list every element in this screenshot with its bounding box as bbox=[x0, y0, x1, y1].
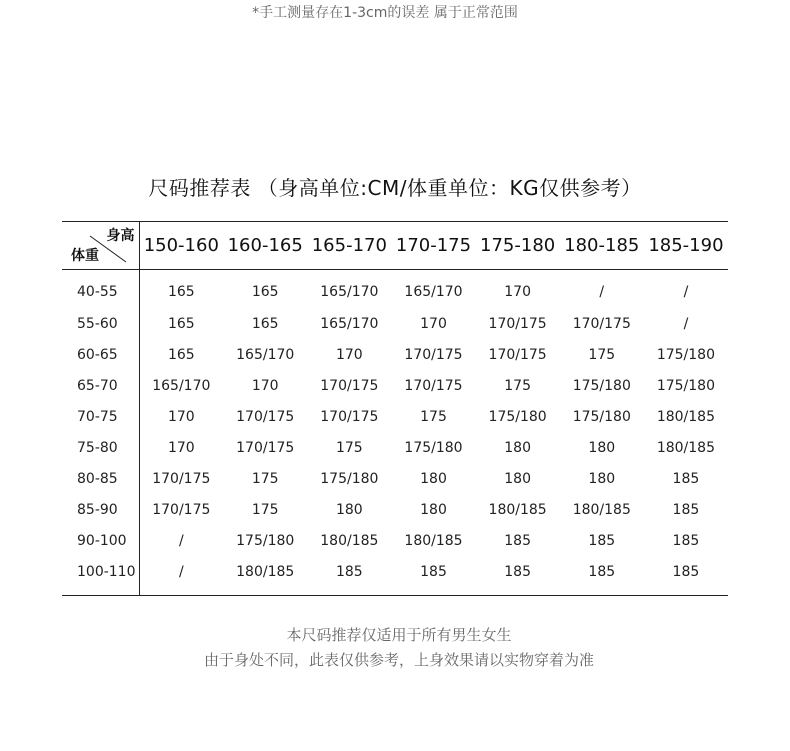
size-cell: / bbox=[683, 284, 689, 300]
size-cell: 185 bbox=[672, 501, 700, 518]
table-row bbox=[62, 494, 728, 525]
weight-range-cell: 100-110 bbox=[62, 556, 139, 596]
size-cell: 180 bbox=[335, 501, 363, 518]
size-cell: 180 bbox=[588, 470, 616, 487]
size-cell: / bbox=[683, 315, 689, 332]
size-cell: 175 bbox=[251, 501, 279, 518]
size-cell: 170 bbox=[335, 346, 363, 363]
size-cell: 180/185 bbox=[656, 408, 715, 425]
size-cell: 165/170 bbox=[152, 377, 211, 394]
size-cell: 185 bbox=[504, 532, 531, 549]
size-cell: 175/180 bbox=[404, 439, 463, 456]
size-cell: / bbox=[599, 284, 605, 300]
size-cell: 185 bbox=[644, 556, 728, 596]
size-cell: 175/180 bbox=[320, 470, 379, 487]
size-cell: 175/180 bbox=[656, 377, 715, 394]
height-column-header: 185-190 bbox=[644, 222, 728, 270]
table-row bbox=[62, 270, 728, 309]
size-cell: 175/180 bbox=[572, 408, 631, 425]
size-cell: 185 bbox=[672, 532, 700, 549]
header-row bbox=[62, 222, 728, 270]
weight-axis-label: 体重 bbox=[71, 248, 99, 264]
size-cell: / bbox=[139, 556, 223, 596]
table-row bbox=[62, 401, 728, 432]
size-chart-table bbox=[62, 221, 728, 596]
weight-range-cell: 60-65 bbox=[62, 339, 139, 370]
size-cell: 170 bbox=[420, 315, 447, 332]
size-cell: 175/180 bbox=[236, 532, 295, 549]
size-cell: 170/175 bbox=[320, 408, 379, 425]
size-cell: 170/175 bbox=[320, 377, 379, 394]
size-cell: 175/180 bbox=[488, 408, 547, 425]
height-column-header: 180-185 bbox=[560, 222, 644, 270]
size-cell: 170 bbox=[167, 439, 195, 456]
size-cell: 175/180 bbox=[656, 346, 715, 363]
table-row bbox=[62, 525, 728, 556]
size-cell: 170 bbox=[251, 377, 279, 394]
height-column-header: 165-170 bbox=[307, 222, 391, 270]
weight-range-cell: 65-70 bbox=[62, 370, 139, 401]
weight-range-cell: 55-60 bbox=[62, 308, 139, 339]
weight-range-cell: 70-75 bbox=[62, 401, 139, 432]
height-column-header: 150-160 bbox=[139, 222, 223, 270]
size-cell: 185 bbox=[391, 556, 475, 596]
size-cell: 165 bbox=[167, 284, 195, 300]
size-cell: 175 bbox=[420, 408, 447, 425]
size-cell: 185 bbox=[307, 556, 391, 596]
size-cell: 175 bbox=[588, 346, 616, 363]
size-cell: 165 bbox=[251, 284, 279, 300]
size-cell: 175/180 bbox=[572, 377, 631, 394]
size-cell: 170/175 bbox=[152, 470, 211, 487]
height-column-header: 175-180 bbox=[476, 222, 560, 270]
footer-disclaimer-note: 由于身处不同，此表仅供参考，上身效果请以实物穿着为准 bbox=[203, 651, 594, 669]
size-cell: 170/175 bbox=[488, 346, 547, 363]
size-cell: 185 bbox=[560, 556, 644, 596]
size-cell: 170/175 bbox=[404, 346, 463, 363]
size-chart-table-container bbox=[62, 221, 728, 596]
size-cell: 170/175 bbox=[152, 501, 211, 518]
size-cell: 170/175 bbox=[236, 439, 295, 456]
height-column-header: 160-165 bbox=[223, 222, 307, 270]
size-cell: / bbox=[178, 532, 184, 549]
size-cell: 170/175 bbox=[236, 408, 295, 425]
size-chart-body bbox=[62, 270, 728, 596]
size-cell: 165/170 bbox=[320, 315, 379, 332]
size-cell: 170/175 bbox=[488, 315, 547, 332]
size-cell: 180 bbox=[420, 470, 447, 487]
corner-cell bbox=[62, 222, 139, 270]
measurement-error-note: *手工测量存在1-3cm的误差 属于正常范围 bbox=[252, 5, 518, 21]
size-cell: 180 bbox=[504, 439, 531, 456]
table-row bbox=[62, 432, 728, 463]
weight-range-cell: 80-85 bbox=[62, 463, 139, 494]
table-row bbox=[62, 339, 728, 370]
size-cell: 165 bbox=[251, 315, 279, 332]
size-cell: 180 bbox=[420, 501, 447, 518]
weight-range-cell: 85-90 bbox=[62, 494, 139, 525]
size-cell: 180/185 bbox=[572, 501, 631, 518]
size-cell: 170/175 bbox=[572, 315, 631, 332]
table-row bbox=[62, 463, 728, 494]
weight-range-cell: 40-55 bbox=[62, 270, 139, 309]
footer-applicability-note: 本尺码推荐仅适用于所有男生女生 bbox=[286, 626, 512, 644]
size-cell: 180/185 bbox=[656, 439, 715, 456]
size-cell: 180 bbox=[588, 439, 616, 456]
size-cell: 175 bbox=[335, 439, 363, 456]
weight-range-cell: 90-100 bbox=[62, 525, 139, 556]
size-cell: 170 bbox=[167, 408, 195, 425]
size-cell: 175 bbox=[251, 470, 279, 487]
size-cell: 165 bbox=[167, 315, 195, 332]
size-cell: 185 bbox=[588, 532, 616, 549]
weight-range-cell: 75-80 bbox=[62, 432, 139, 463]
size-cell: 170/175 bbox=[404, 377, 463, 394]
table-row bbox=[62, 370, 728, 401]
size-cell: 165 bbox=[167, 346, 195, 363]
size-cell: 185 bbox=[476, 556, 560, 596]
size-cell: 180/185 bbox=[320, 532, 379, 549]
size-cell: 180/185 bbox=[404, 532, 463, 549]
height-axis-label: 身高 bbox=[106, 228, 135, 244]
height-column-header: 170-175 bbox=[391, 222, 475, 270]
size-cell: 175 bbox=[504, 377, 531, 394]
size-cell: 170 bbox=[504, 284, 531, 300]
table-row bbox=[62, 556, 728, 596]
size-cell: 180 bbox=[504, 470, 531, 487]
table-row bbox=[62, 308, 728, 339]
size-cell: 165/170 bbox=[320, 284, 379, 300]
size-cell: 165/170 bbox=[404, 284, 463, 300]
page-title: 尺码推荐表 （身高单位:CM/体重单位：KG仅供参考） bbox=[148, 176, 642, 200]
size-cell: 165/170 bbox=[236, 346, 295, 363]
size-cell: 180/185 bbox=[223, 556, 307, 596]
size-cell: 185 bbox=[672, 470, 700, 487]
size-cell: 180/185 bbox=[488, 501, 547, 518]
